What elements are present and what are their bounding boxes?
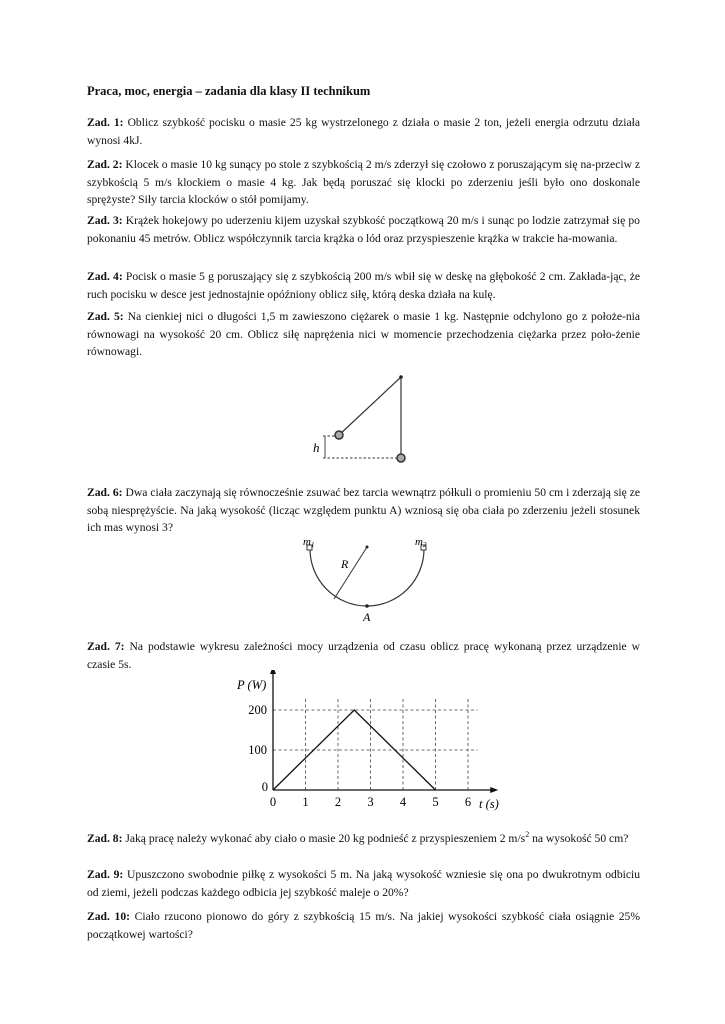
task-1 bbox=[87, 114, 640, 149]
task-text: Dwa ciała zaczynają się równocześnie zsuwać bez tarcia wewnątrz półkuli o promieniu 50 cm i zderzają się ze sobą niesprężyście. Na jaką wysokość (licząc względem punktu A) wzniosą się oba ciała po zderzeniu jeżeli stosunek ich mas wynosi 3? bbox=[87, 486, 640, 535]
task-text: Upuszczono swobodnie piłkę z wysokości 5 m. Na jaką wysokość wzniesie się ona po dwukrotnym odbiciu od ziemi, jeżeli podczas każdego odbicia jej szybkość maleje o 20%? bbox=[87, 868, 641, 899]
task-9 bbox=[87, 866, 640, 901]
bob-equilibrium bbox=[397, 454, 405, 462]
chart-axes bbox=[270, 670, 498, 793]
task-label: Zad. 3: bbox=[87, 214, 123, 227]
task-label: Zad. 8: bbox=[87, 831, 123, 845]
task-label: Zad. 7: bbox=[87, 640, 125, 653]
x-tick-label: 3 bbox=[367, 795, 374, 809]
hemisphere-arc bbox=[310, 549, 424, 606]
x-axis-label: t (s) bbox=[479, 797, 499, 811]
task-10 bbox=[87, 908, 640, 943]
task-superscript: 2 bbox=[525, 830, 530, 839]
task-text: Ciało rzucono pionowo do góry z szybkością 15 m/s. Na jakiej wysokości szybkość ciała osiągnie 25% początkowej wartości? bbox=[87, 910, 640, 941]
pendulum-figure bbox=[305, 368, 415, 468]
task-text: Krążek hokejowy po uderzeniu kijem uzyskał szybkość początkową 20 m/s i sunąc po lodzie zatrzymał się po pokonaniu 45 metrów. Oblicz współczynnik tarcia krążka o lód oraz przyspieszenie krążka w trakcie ha-mowania. bbox=[87, 214, 640, 245]
task-text: Na podstawie wykresu zależności mocy urządzenia od czasu oblicz pracę wykonaną przez urządzenie w czasie 5s. bbox=[87, 640, 641, 671]
page-title: Praca, moc, energia – zadania dla klasy II technikum bbox=[87, 84, 371, 98]
task-label: Zad. 6: bbox=[87, 486, 123, 499]
point-a bbox=[365, 604, 369, 608]
thread-displaced bbox=[339, 377, 401, 435]
mass-2-label: m2 bbox=[415, 536, 427, 549]
task-text-before: Jaką pracę należy wykonać aby ciało o masie 20 kg podnieść z przyspieszeniem 2 m/s bbox=[125, 831, 526, 845]
y-tick-label: 100 bbox=[248, 743, 267, 757]
task-label: Zad. 10: bbox=[87, 910, 130, 923]
task-7 bbox=[87, 638, 640, 673]
x-tick-label: 5 bbox=[432, 795, 439, 809]
x-tick-label: 1 bbox=[302, 795, 309, 809]
task-text: Oblicz szybkość pocisku o masie 25 kg wystrzelonego z działa o masie 2 ton, jeżeli energia odrzutu działa wynosi 4kJ. bbox=[87, 116, 641, 147]
radius-line bbox=[334, 547, 367, 599]
y-axis-arrow bbox=[270, 670, 276, 674]
center-point bbox=[366, 546, 369, 549]
task-text-after: na wysokość 50 cm? bbox=[529, 831, 629, 845]
task-4 bbox=[87, 268, 640, 303]
task-3 bbox=[87, 212, 640, 247]
task-6 bbox=[87, 484, 640, 537]
task-2 bbox=[87, 156, 640, 209]
x-tick-label: 6 bbox=[464, 795, 472, 809]
radius-label: R bbox=[341, 557, 349, 571]
x-axis-arrow bbox=[490, 787, 498, 793]
y-tick-label: 200 bbox=[248, 703, 267, 717]
task-label: Zad. 5: bbox=[87, 310, 124, 323]
power-time-chart bbox=[225, 670, 515, 820]
pivot-point bbox=[399, 375, 403, 379]
x-tick-label: 0 bbox=[269, 795, 277, 809]
y-axis-label: P (W) bbox=[237, 678, 267, 692]
hemisphere-figure bbox=[295, 536, 440, 626]
height-label: h bbox=[313, 440, 320, 455]
x-tick-label: 2 bbox=[334, 795, 342, 809]
chart-grid bbox=[273, 698, 478, 790]
task-label: Zad. 2: bbox=[87, 158, 123, 171]
y-tick-label: 0 bbox=[261, 780, 268, 794]
chart-ticks bbox=[248, 703, 471, 809]
bob-displaced bbox=[335, 431, 343, 439]
task-text: Pocisk o masie 5 g poruszający się z szybkością 200 m/s wbił się w deskę na głębokość 2 cm. Zakłada-jąc, że ruch pocisku w desce jest jednostajnie opóźniony oblicz siłę, którą deska działa na kulę. bbox=[87, 270, 640, 301]
task-text: Klocek o masie 10 kg sunący po stole z szybkością 2 m/s zderzył się czołowo z poruszającym się na-przeciw z szybkością 5 m/s klockiem o masie 4 kg. Jak będą poruszać się klocki po zderzeniu jeśli było ono doskonale sprężyste? Siły tarcia klocków o stół pomijamy. bbox=[87, 158, 641, 207]
task-label: Zad. 4: bbox=[87, 270, 123, 283]
task-8 bbox=[87, 826, 640, 847]
x-tick-label: 4 bbox=[399, 795, 407, 809]
point-a-label: A bbox=[363, 610, 371, 624]
mass-1-label: m1 bbox=[303, 536, 315, 549]
task-text: Na cienkiej nici o długości 1,5 m zawieszono ciężarek o masie 1 kg. Następnie odchylono go z położe-nia równowagi na wysokość 20 cm. Oblicz siłę naprężenia nici w momencie przechodzenia ciężarka przez poło-żenie równowagi. bbox=[87, 310, 640, 359]
task-label: Zad. 1: bbox=[87, 116, 124, 129]
task-5 bbox=[87, 308, 640, 361]
task-label: Zad. 9: bbox=[87, 868, 124, 881]
